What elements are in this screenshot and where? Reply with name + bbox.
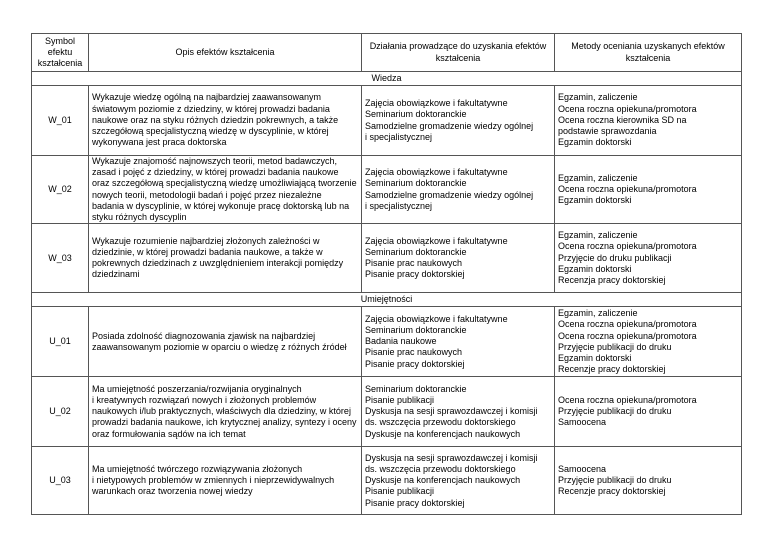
outcome-methods-line: Egzamin, zaliczenie bbox=[558, 172, 638, 183]
outcome-activities-line: Samodzielne gromadzenie wiedzy ogólnej bbox=[365, 120, 534, 131]
outcome-methods bbox=[555, 86, 742, 156]
outcome-methods-line: Egzamin, zaliczenie bbox=[558, 92, 638, 103]
outcome-symbol: U_03 bbox=[32, 447, 89, 515]
header-row bbox=[32, 34, 742, 72]
outcome-description bbox=[89, 224, 362, 293]
outcome-description-line: zasad i pojęć z dziedziny, w której prowadzi badania naukowe bbox=[92, 167, 339, 178]
outcome-methods bbox=[555, 377, 742, 447]
outcome-activities-line: Pisanie publikacji bbox=[365, 486, 435, 497]
table-row bbox=[32, 447, 742, 515]
outcome-description-line: warunkach oraz tworzenia nowej wiedzy bbox=[92, 486, 253, 497]
outcome-methods-line: Ocena roczna opiekuna/promotora bbox=[558, 103, 697, 114]
outcome-description-line: oraz szczegółową specjalistyczną wiedzę umożliwiającą tworzenie bbox=[92, 178, 357, 189]
outcome-activities-line: ds. wszczęcia przewodu doktorskiego bbox=[365, 463, 516, 474]
header-activities: Działania prowadzące do uzyskania efektów kształcenia bbox=[362, 34, 555, 72]
outcome-activities-line: i specjalistycznej bbox=[365, 131, 433, 142]
outcome-symbol: W_02 bbox=[32, 156, 89, 224]
outcome-activities-line: Seminarium doktoranckie bbox=[365, 383, 467, 394]
outcome-methods-line: Recenzje pracy doktorskiej bbox=[558, 364, 666, 375]
outcome-description-line: światowym poziomie z dziedziny, w której prowadzi badania bbox=[92, 103, 330, 114]
outcome-description-line: nowych teorii, metodologii badań i pojęć przez niezależne bbox=[92, 189, 322, 200]
outcome-description-line: i nietypowych problemów w zmiennych i nieprzewidywalnych bbox=[92, 475, 335, 486]
outcome-activities-line: Zajęcia obowiązkowe i fakultatywne bbox=[365, 235, 508, 246]
outcome-methods-line: Przyjęcie publikacji do druku bbox=[558, 475, 672, 486]
outcome-activities-line: Pisanie pracy doktorskiej bbox=[365, 497, 465, 508]
outcome-methods-line: Egzamin doktorski bbox=[558, 137, 632, 148]
outcome-methods bbox=[555, 224, 742, 293]
outcome-symbol: W_01 bbox=[32, 86, 89, 156]
outcome-methods-line: Ocena roczna opiekuna/promotora bbox=[558, 319, 697, 330]
outcome-description bbox=[89, 86, 362, 156]
outcome-description-line: Wykazuje rozumienie najbardziej złożonych zależności w bbox=[92, 235, 320, 246]
outcome-methods-line: Egzamin doktorski bbox=[558, 195, 632, 206]
outcome-methods-line: Ocena roczna opiekuna/promotora bbox=[558, 241, 697, 252]
outcome-activities-line: ds. wszczęcia przewodu doktorskiego bbox=[365, 417, 516, 428]
table-row bbox=[32, 156, 742, 224]
outcome-methods bbox=[555, 307, 742, 377]
outcome-methods-line: Egzamin, zaliczenie bbox=[558, 230, 638, 241]
outcome-activities-line: Seminarium doktoranckie bbox=[365, 247, 467, 258]
outcome-description-line: naukowe oraz na styku różnych dziedzin pokrewnych, a także bbox=[92, 114, 339, 125]
outcome-methods-line: podstawie sprawozdania bbox=[558, 126, 657, 137]
section-row bbox=[32, 293, 742, 307]
outcome-activities-line: Dyskusja na sesji sprawozdawczej i komisji bbox=[365, 406, 538, 417]
section-row bbox=[32, 72, 742, 86]
outcome-activities-line: Pisanie prac naukowych bbox=[365, 258, 463, 269]
header-description: Opis efektów kształcenia bbox=[89, 34, 362, 72]
outcome-methods-line: Recenzja pracy doktorskiej bbox=[558, 275, 666, 286]
outcome-activities-line: Zajęcia obowiązkowe i fakultatywne bbox=[365, 313, 508, 324]
table-row bbox=[32, 377, 742, 447]
outcome-description-line: dziedzinie, w której prowadzi badania naukowe, a także w bbox=[92, 247, 323, 258]
outcome-methods bbox=[555, 447, 742, 515]
outcome-symbol: W_03 bbox=[32, 224, 89, 293]
outcome-description-line: styku różnych dyscyplin bbox=[92, 212, 187, 223]
outcome-description-line: zaawansowanym poziomie w oparciu o wiedzę z różnych źródeł bbox=[92, 341, 347, 352]
header-methods: Metody oceniania uzyskanych efektów kształcenia bbox=[555, 34, 742, 72]
outcome-activities-line: Pisanie prac naukowych bbox=[365, 347, 463, 358]
outcome-activities-line: Seminarium doktoranckie bbox=[365, 324, 467, 335]
outcome-methods-line: Ocena roczna opiekuna/promotora bbox=[558, 184, 697, 194]
outcome-activities bbox=[362, 447, 555, 515]
outcome-description-line: Posiada zdolność diagnozowania zjawisk na najbardziej bbox=[92, 330, 316, 341]
outcome-description-line: dziedzinami bbox=[92, 269, 140, 280]
outcome-methods-line: Samoocena bbox=[558, 463, 607, 474]
outcome-methods-line: Ocena roczna kierownika SD na bbox=[558, 114, 687, 125]
outcome-activities-line: Pisanie pracy doktorskiej bbox=[365, 358, 465, 369]
outcome-activities-line: Pisanie pracy doktorskiej bbox=[365, 269, 465, 280]
outcome-activities-line: Seminarium doktoranckie bbox=[365, 178, 467, 189]
outcome-symbol: U_02 bbox=[32, 377, 89, 447]
outcome-activities-line: Dyskusja na sesji sprawozdawczej i komisji bbox=[365, 452, 538, 463]
outcome-description bbox=[89, 447, 362, 515]
outcome-methods-line: Egzamin doktorski bbox=[558, 352, 632, 363]
outcome-activities-line: Dyskusje na konferencjach naukowych bbox=[365, 428, 521, 439]
outcome-description bbox=[89, 377, 362, 447]
outcome-description-line: prowadzi badania naukowe, ich krytycznej analizy, syntezy i oceny bbox=[92, 417, 357, 428]
outcome-methods-line: Przyjęcie publikacji do druku bbox=[558, 341, 672, 352]
outcome-description-line: pokrewnych dziedzinach z uwzględnieniem interakcji pomiędzy bbox=[92, 258, 344, 269]
table-row bbox=[32, 86, 742, 156]
outcome-description-line: Ma umiejętność twórczego rozwiązywania złożonych bbox=[92, 463, 303, 474]
outcome-activities-line: Dyskusje na konferencjach naukowych bbox=[365, 475, 521, 486]
outcome-description-line: badania w dyscyplinie, w której wykonuje pracę doktorską lub na bbox=[92, 200, 350, 211]
outcome-description-line: Wykazuje znajomość najnowszych teorii, metod badawczych, bbox=[92, 156, 338, 166]
outcome-methods-line: Przyjęcie do druku publikacji bbox=[558, 252, 672, 263]
outcome-activities-line: Seminarium doktoranckie bbox=[365, 109, 467, 120]
outcome-activities bbox=[362, 377, 555, 447]
outcome-description-line: Wykazuje wiedzę ogólną na najbardziej zaawansowanym bbox=[92, 92, 322, 103]
section-title: Umiejętności bbox=[32, 293, 742, 307]
outcome-description-line: i kreatywnych rozwiązań nowych i złożonych problemów bbox=[92, 394, 317, 405]
outcome-description-line: Ma umiejętność poszerzania/rozwijania oryginalnych bbox=[92, 383, 302, 394]
learning-outcomes-table bbox=[31, 33, 742, 515]
outcome-activities-line: Badania naukowe bbox=[365, 336, 437, 347]
outcome-description-line: wykonywana jest praca doktorska bbox=[92, 137, 227, 148]
outcome-description-line: szczegółową specjalistyczną wiedzę w dyscyplinie, w której bbox=[92, 126, 329, 137]
outcome-activities-line: Zajęcia obowiązkowe i fakultatywne bbox=[365, 167, 508, 178]
outcome-activities bbox=[362, 224, 555, 293]
outcome-description-line: naukowych i/lub praktycznych, właściwych dla dziedziny, w której bbox=[92, 406, 351, 417]
outcome-activities bbox=[362, 86, 555, 156]
table-row bbox=[32, 307, 742, 377]
header-symbol: Symbol efektu kształcenia bbox=[32, 34, 89, 72]
table-row bbox=[32, 224, 742, 293]
outcome-methods-line: Egzamin, zaliczenie bbox=[558, 308, 638, 319]
outcome-symbol: U_01 bbox=[32, 307, 89, 377]
outcome-description bbox=[89, 307, 362, 377]
outcome-methods-line: Egzamin doktorski bbox=[558, 263, 632, 274]
outcome-methods-line: Przyjęcie publikacji do druku bbox=[558, 406, 672, 417]
outcome-methods bbox=[555, 156, 742, 224]
outcome-description bbox=[89, 156, 362, 224]
outcome-methods-line: Ocena roczna opiekuna/promotora bbox=[558, 330, 697, 341]
outcome-activities-line: i specjalistycznej bbox=[365, 200, 433, 211]
outcome-activities bbox=[362, 307, 555, 377]
outcome-methods-line: Ocena roczna opiekuna/promotora bbox=[558, 394, 697, 405]
outcome-activities-line: Pisanie publikacji bbox=[365, 394, 435, 405]
outcome-methods-line: Recenzje pracy doktorskiej bbox=[558, 486, 666, 497]
outcome-methods-line: Samoocena bbox=[558, 417, 607, 428]
table-body bbox=[32, 72, 742, 515]
outcome-activities-line: Samodzielne gromadzenie wiedzy ogólnej bbox=[365, 189, 534, 200]
section-title: Wiedza bbox=[32, 72, 742, 86]
outcome-activities bbox=[362, 156, 555, 224]
outcome-description-line: oraz formułowania sądów na ich temat bbox=[92, 428, 246, 439]
outcome-activities-line: Zajęcia obowiązkowe i fakultatywne bbox=[365, 98, 508, 109]
